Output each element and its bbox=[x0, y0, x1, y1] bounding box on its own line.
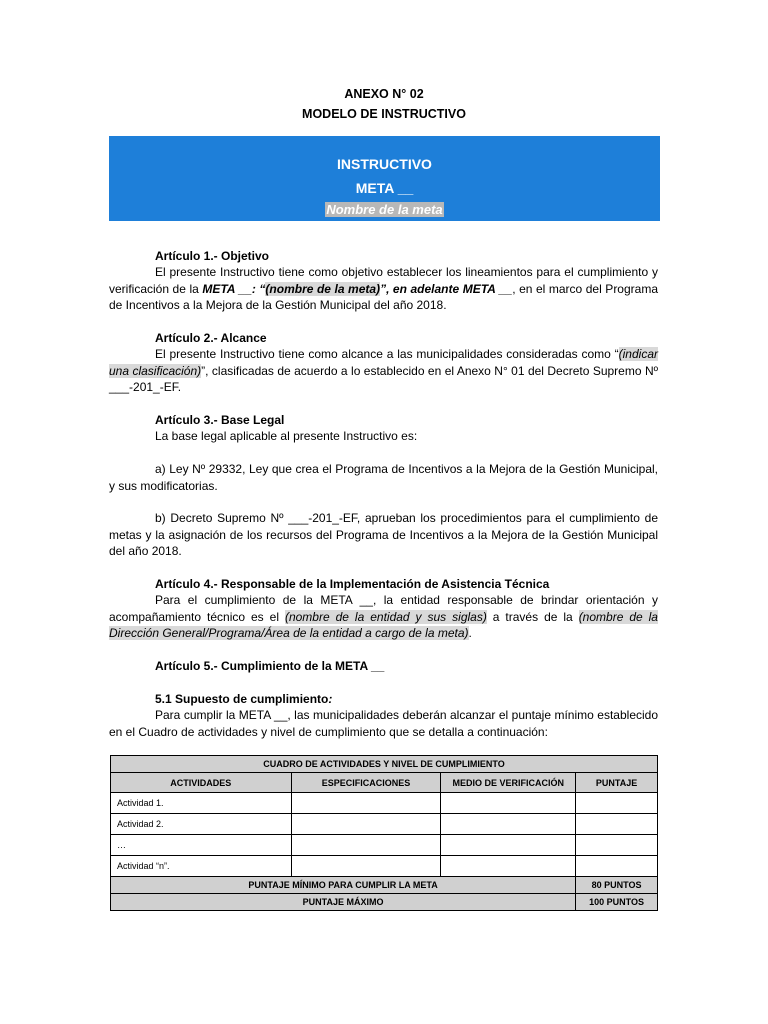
activity-cell: Actividad 1. bbox=[111, 793, 292, 814]
document-body bbox=[109, 248, 658, 740]
table-cell bbox=[576, 793, 658, 814]
table-row bbox=[111, 793, 658, 814]
maximum-score-label: PUNTAJE MÁXIMO bbox=[111, 894, 576, 911]
article-3-heading: Artículo 3.- Base Legal bbox=[155, 413, 285, 428]
document-title bbox=[0, 84, 768, 124]
article-5-heading: Artículo 5.- Cumplimiento de la META __ bbox=[155, 659, 385, 674]
legal-item-b: b) Decreto Supremo Nº ___-201_-EF, aprueban los procedimientos para el cumplimiento de metas y la asignación de los recursos del Programa de Incentivos a la Mejora de la Gestión Municipal del año 2018. bbox=[109, 511, 658, 559]
table-cell bbox=[441, 793, 576, 814]
subsection-5-1-heading: 5.1 Supuesto de cumplimiento: bbox=[155, 691, 333, 706]
table-cell bbox=[441, 835, 576, 856]
maximum-score-row bbox=[111, 894, 658, 911]
table-cell bbox=[291, 793, 441, 814]
article-1-heading: Artículo 1.- Objetivo bbox=[155, 249, 270, 263]
model-title: MODELO DE INSTRUCTIVO bbox=[302, 107, 466, 121]
table-row bbox=[111, 856, 658, 877]
article-4-text: Para el cumplimiento de la META __, la entidad responsable de brindar orientación y acompañamiento técnico es el (nombre de la entidad y sus siglas) a través de la (nombre de la Dirección General/Programa/Área de la entidad a cargo de la meta). bbox=[109, 593, 658, 641]
maximum-score-value: 100 PUNTOS bbox=[576, 894, 658, 911]
minimum-score-row bbox=[111, 877, 658, 894]
table-cell bbox=[576, 814, 658, 835]
col-header-score: PUNTAJE bbox=[576, 773, 658, 793]
table-row bbox=[111, 814, 658, 835]
article-1-text: El presente Instructivo tiene como objetivo establecer los lineamientos para el cumplimiento y verificación de la META __: “(nombre de la meta)”, en adelante META __, en el marco del Programa de Incentivos a la Mejora de la Gestión Municipal del año 2018. bbox=[109, 265, 658, 313]
article-2-text: El presente Instructivo tiene como alcance a las municipalidades consideradas como “(indicar una clasificación)”, clasificadas de acuerdo a lo establecido en el Anexo N° 01 del Decreto Supremo Nº ___-201_-EF. bbox=[109, 347, 658, 395]
banner-title: INSTRUCTIVO bbox=[337, 156, 432, 172]
legal-item-a: a) Ley Nº 29332, Ley que crea el Programa de Incentivos a la Mejora de la Gestión Municipal, y sus modificatorias. bbox=[109, 462, 658, 493]
article-4-heading: Artículo 4.- Responsable de la Implementación de Asistencia Técnica bbox=[155, 577, 550, 592]
table-cell bbox=[291, 835, 441, 856]
minimum-score-value: 80 PUNTOS bbox=[576, 877, 658, 894]
table-cell bbox=[291, 814, 441, 835]
table-header-row bbox=[111, 773, 658, 793]
table-cell bbox=[291, 856, 441, 877]
col-header-activities: ACTIVIDADES bbox=[111, 773, 292, 793]
article-5-text: Para cumplir la META __, las municipalidades deberán alcanzar el puntaje mínimo establecido en el Cuadro de actividades y nivel de cumplimiento que se detalla a continuación: bbox=[109, 708, 658, 739]
table-caption: CUADRO DE ACTIVIDADES Y NIVEL DE CUMPLIMIENTO bbox=[111, 756, 658, 773]
activity-cell: Actividad 2. bbox=[111, 814, 292, 835]
table-cell bbox=[576, 835, 658, 856]
activity-cell: Actividad “n”. bbox=[111, 856, 292, 877]
banner-meta: META __ bbox=[355, 180, 414, 196]
annex-title: ANEXO N° 02 bbox=[344, 87, 424, 101]
instructivo-banner bbox=[109, 136, 660, 221]
col-header-specifications: ESPECIFICACIONES bbox=[291, 773, 441, 793]
table-cell bbox=[576, 856, 658, 877]
table-cell bbox=[441, 814, 576, 835]
table-cell bbox=[441, 856, 576, 877]
table-caption-row bbox=[111, 756, 658, 773]
article-2-heading: Artículo 2.- Alcance bbox=[155, 331, 267, 346]
banner-meta-name: Nombre de la meta bbox=[326, 202, 443, 217]
activities-table bbox=[110, 755, 658, 911]
activity-cell: … bbox=[111, 835, 292, 856]
article-3-intro: La base legal aplicable al presente Instructivo es: bbox=[155, 429, 418, 444]
minimum-score-label: PUNTAJE MÍNIMO PARA CUMPLIR LA META bbox=[111, 877, 576, 894]
table-row bbox=[111, 835, 658, 856]
col-header-verification: MEDIO DE VERIFICACIÓN bbox=[441, 773, 576, 793]
